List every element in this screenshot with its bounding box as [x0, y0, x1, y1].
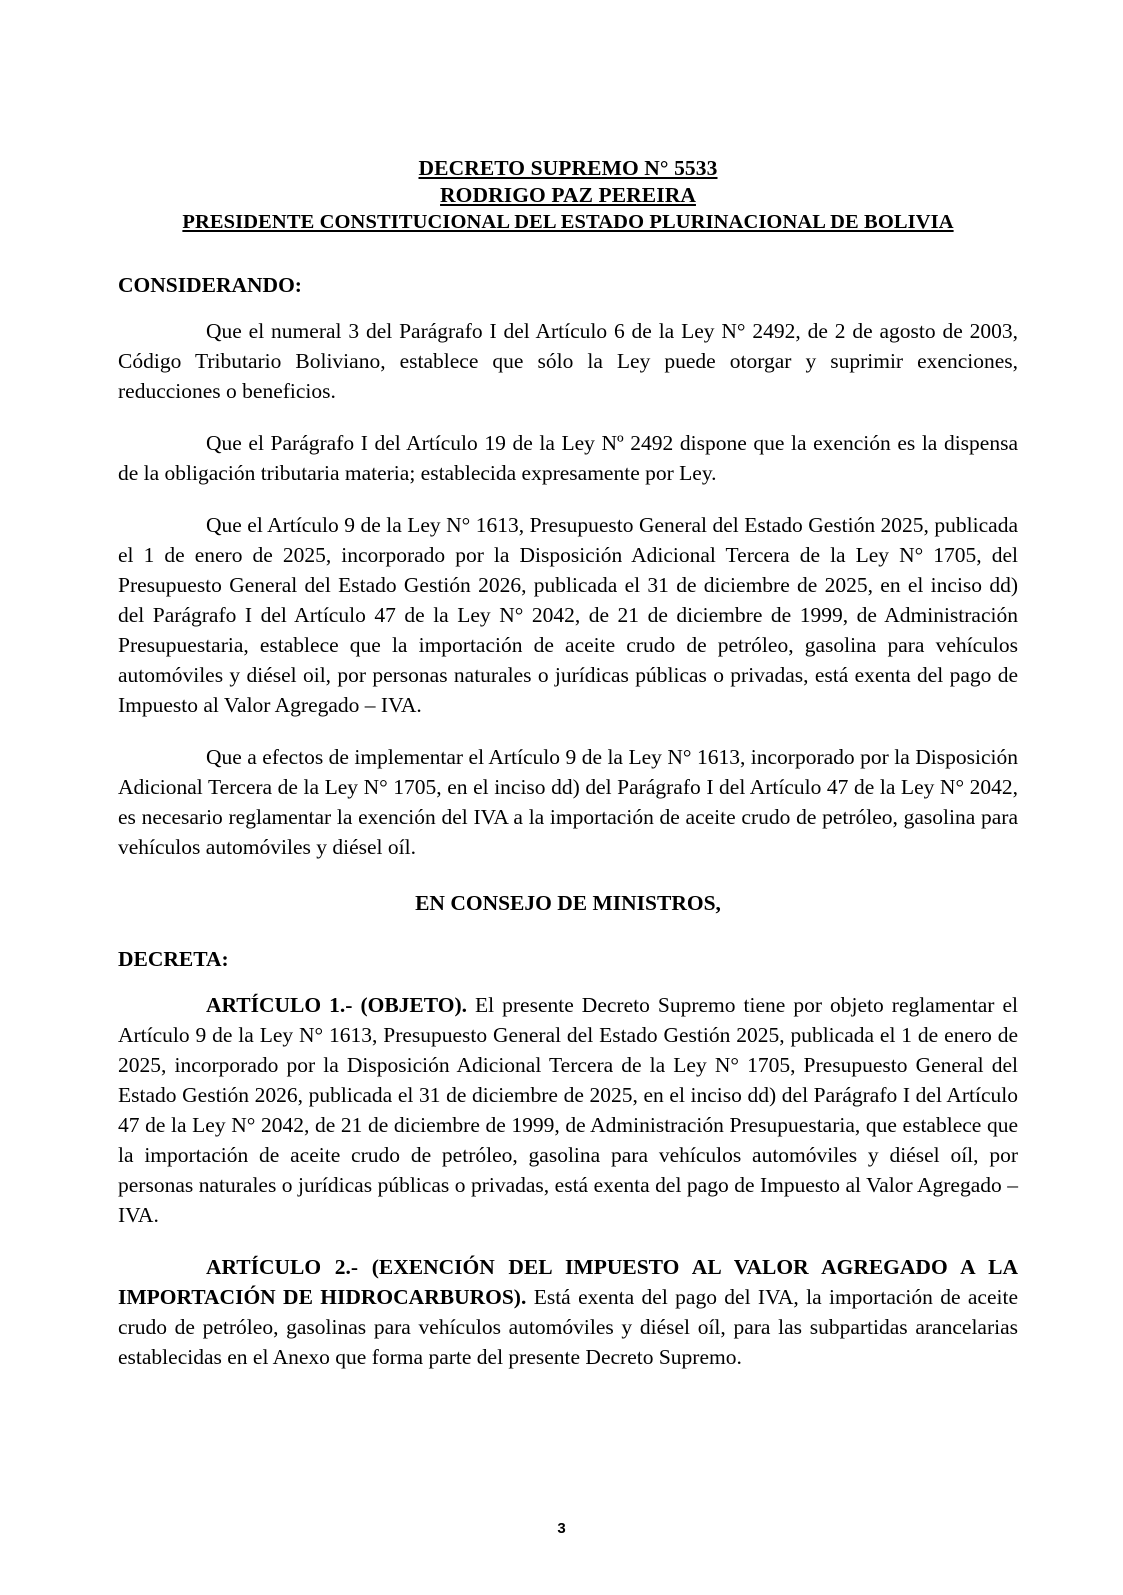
article-2-text: Está exenta del pago del IVA, la importación de aceite crudo de petróleo, gasolinas para vehículos automóviles y diésel oíl, para las subpartidas arancelarias establecidas en el Anexo que forma parte del presente Decreto Supremo. — [118, 1285, 1018, 1369]
considerando-paragraph-4: Que a efectos de implementar el Artículo 9 de la Ley N° 1613, incorporado por la Disposición Adicional Tercera de la Ley N° 1705, en el inciso dd) del Parágrafo I del Artículo 47 de la Ley N° 2042, es necesario reglamentar la exención del IVA a la importación de aceite crudo de petróleo, gasolina para vehículos automóviles y diésel oíl. — [118, 745, 1018, 859]
decree-title-line-2 — [118, 182, 1018, 209]
decree-title-line-1 — [118, 155, 1018, 182]
considerando-paragraph-1: Que el numeral 3 del Parágrafo I del Artículo 6 de la Ley N° 2492, de 2 de agosto de 2003, Código Tributario Boliviano, establece que sólo la Ley puede otorgar y suprimir exenciones, reducciones o beneficios. — [118, 319, 1018, 403]
article-1-label: ARTÍCULO 1.- (OBJETO). — [206, 993, 467, 1017]
page-number: 3 — [557, 1520, 566, 1537]
considerando-paragraph-3: Que el Artículo 9 de la Ley N° 1613, Presupuesto General del Estado Gestión 2025, publicada el 1 de enero de 2025, incorporado por la Disposición Adicional Tercera de la Ley N° 1705, del Presupuesto General del Estado Gestión 2026, publicada el 31 de diciembre de 2025, en el inciso dd) del Parágrafo I del Artículo 47 de la Ley N° 2042, de 21 de diciembre de 1999, de Administración Presupuestaria, establece que la importación de aceite crudo de petróleo, gasolina para vehículos automóviles y diésel oil, por personas naturales o jurídicas públicas o privadas, está exenta del pago de Impuesto al Valor Agregado – IVA. — [118, 513, 1018, 717]
decree-number-text: DECRETO SUPREMO N° 5533 — [418, 156, 718, 180]
president-name-text: RODRIGO PAZ PEREIRA — [440, 183, 696, 207]
decreta-heading: DECRETA: — [118, 947, 229, 971]
considerando-paragraph-2: Que el Parágrafo I del Artículo 19 de la Ley Nº 2492 dispone que la exención es la dispensa de la obligación tributaria materia; establecida expresamente por Ley. — [118, 431, 1018, 485]
considerando-heading: CONSIDERANDO: — [118, 273, 302, 297]
consejo-de-ministros-heading: EN CONSEJO DE MINISTROS, — [415, 891, 721, 915]
president-role-text: PRESIDENTE CONSTITUCIONAL DEL ESTADO PLURINACIONAL DE BOLIVIA — [182, 211, 954, 233]
decree-title-line-3 — [118, 209, 1018, 236]
article-2-paragraph — [118, 1252, 1018, 1372]
document-title-block — [118, 155, 1018, 236]
article-2-label: ARTÍCULO 2.- (EXENCIÓN DEL IMPUESTO AL VALOR AGREGADO A LA IMPORTACIÓN DE HIDROCARBUROS). — [118, 1255, 1018, 1309]
article-1-paragraph — [118, 990, 1018, 1230]
document-content — [118, 155, 1018, 1394]
article-1-text: El presente Decreto Supremo tiene por objeto reglamentar el Artículo 9 de la Ley N° 1613, Presupuesto General del Estado Gestión 2025, publicada el 1 de enero de 2025, incorporado por la Disposición Adicional Tercera de la Ley N° 1705, Presupuesto General del Estado Gestión 2026, publicada el 31 de diciembre de 2025, en el inciso dd) del Parágrafo I del Artículo 47 de la Ley N° 2042, de 21 de diciembre de 1999, de Administración Presupuestaria, que establece que la importación de aceite crudo de petróleo, gasolina para vehículos automóviles y diésel oíl, por personas naturales o jurídicas públicas o privadas, está exenta del pago de Impuesto al Valor Agregado – IVA. — [118, 993, 1018, 1227]
